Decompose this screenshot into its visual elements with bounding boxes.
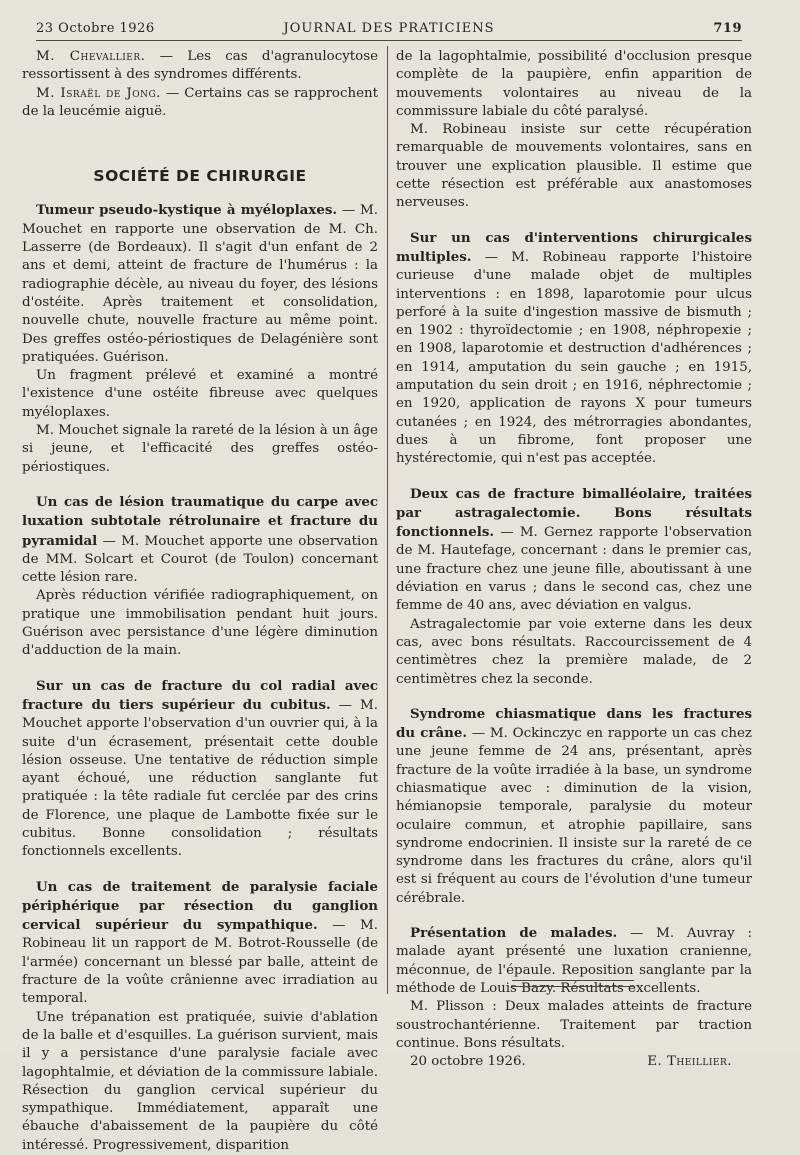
article-text: — M. Mouchet apporte une observation de MM. Solcart et Courot (de Toulon) concernant cette lésion rare. bbox=[22, 533, 378, 586]
article-heading: Présentation de malades. bbox=[410, 925, 618, 942]
article-paragraph: M. Mouchet signale la rareté de la lésion à un âge si jeune, et l'efficacité des greffes ostéo-périostiques. bbox=[22, 423, 378, 475]
header-page-number: 719 bbox=[713, 21, 742, 36]
article-multiples bbox=[396, 229, 752, 469]
article-carpe bbox=[22, 493, 378, 661]
header-journal-title: JOURNAL DES PRATICIENS bbox=[283, 21, 495, 36]
right-column bbox=[396, 48, 752, 1071]
article-text: — M. Mouchet apporte l'observation d'un ouvrier qui, à la suite d'un écrasement, présentait cette double lésion osseuse. Une tentative de réduction simple ayant échoué, une réduction sanglante fut pratiquée : la tête radiale fut cerclée par des crins de Florence, une plaque de Lambotte fixée sur le cubitus. Bonne consolidation ; résultats fonctionnels excellents. bbox=[22, 697, 378, 860]
article-heading: Syndrome chiasmatique dans les fractures du crâne. bbox=[396, 705, 752, 742]
intro-paragraph-1 bbox=[22, 48, 378, 85]
article-paragraph: Après réduction vérifiée radiographiquement, on pratique une immobilisation pendant huit jours. Guérison avec persistance d'une légère diminution d'adduction de la main. bbox=[22, 588, 378, 659]
intro-text: — Certains cas se rapprochent de la leucémie aiguë. bbox=[22, 85, 378, 119]
article-paragraph: M. Plisson : Deux malades atteints de fracture soustrochantérienne. Traitement par traction continue. Bons résultats. bbox=[396, 999, 752, 1051]
article-tumeur bbox=[22, 201, 378, 476]
continuation-paragraph: de la lagophtalmie, possibilité d'occlusion presque complète de la paupière, enfin apparition de mouvements volontaires au niveau de la commissure labiale du côté paralysé. bbox=[396, 49, 752, 119]
article-paragraph: Une trépanation est pratiquée, suivie d'ablation de la balle et d'esquilles. La guérison survient, mais il y a persistance d'une paralysie faciale avec lagophtalmie, et déviation de la commissure labiale. Résection du ganglion cervical supérieur du sympathique. Immédiatement, apparaît une ébauche d'abaissement de la paupière du côté intéressé. Progressivement, disparition bbox=[22, 1009, 378, 1153]
article-heading: Tumeur pseudo-kystique à myéloplaxes. bbox=[36, 202, 338, 219]
article-heading: Sur un cas de fracture du col radial avec fracture du tiers supérieur du cubitus. bbox=[22, 677, 378, 713]
header-date: 23 Octobre 1926 bbox=[36, 21, 155, 36]
signature-author: E. Theillier. bbox=[647, 1054, 732, 1070]
intro-text: — Les cas d'agranulocytose ressortissent à des syndromes différents. bbox=[22, 49, 378, 83]
article-heading: Un cas de lésion traumatique du carpe avec luxation subtotale rétrolunaire et fracture du pyramidal bbox=[22, 493, 378, 549]
intro-paragraph-2 bbox=[22, 85, 378, 122]
article-text: — M. Robineau rapporte l'histoire curieuse d'une malade objet de multiples interventions : en 1898, laparotomie pour ulcus perforé à la suite d'ingestion massive de bismuth ; en 1902 : thyroïdectomie ; en 1908, néphropexie ; en 1908, laparotomie et destruction d'adhérences ; en 1914, amputation du sein gauche ; en 1915, amputation du sein droit ; en 1916, néphrectomie ; en 1920, application de rayons X pour tumeurs cutanées ; en 1924, des métrorragies abondantes, dues à un fibrome, font proposer une hystérectomie, qui n'est pas acceptée. bbox=[396, 249, 752, 467]
article-text: — M. Robineau lit un rapport de M. Botrot-Rousselle (de l'armée) concernant un blessé par balle, atteint de fracture de la voûte crânienne avec irradiation au temporal. bbox=[22, 918, 378, 1007]
article-chiasmatique bbox=[396, 705, 752, 908]
section-title: SOCIÉTÉ DE CHIRURGIE bbox=[93, 167, 307, 186]
article-text: — M. Auvray : malade ayant présenté une luxation cranienne, méconnue, de l'épaule. Reposition sanglante par la méthode de Louis Bazy. Résultats excellents. bbox=[396, 926, 752, 996]
article-presentation bbox=[396, 924, 752, 1053]
article-heading: Un cas de traitement de paralysie faciale périphérique par résection du ganglion cervical supérieur du sympathique. bbox=[22, 878, 378, 934]
article-radial bbox=[22, 677, 378, 862]
article-bimalleolaire bbox=[396, 485, 752, 689]
article-text: — M. Ockinczyc en rapporte un cas chez une jeune femme de 24 ans, présentant, après fracture de la voûte irradiée à la base, un syndrome chiasmatique avec : diminution de la vision, hémianopsie temporale, paralysie du moteur oculaire commun, et atrophie papillaire, sans syndrome endocrinien. Il insiste sur la rareté de ce syndrome dans les fractures du crâne, alors qu'il est si fréquent au cours de l'évolution d'une tumeur cérébrale. bbox=[396, 726, 752, 906]
article-heading: Deux cas de fracture bimalléolaire, traitées par astragalectomie. Bons résultats fonctionnels. bbox=[396, 485, 752, 541]
signature-line bbox=[396, 1053, 752, 1071]
signature-date: 20 octobre 1926. bbox=[410, 1054, 526, 1070]
article-paragraph: Astragalectomie par voie externe dans les deux cas, avec bons résultats. Raccourcissement de 4 centimètres chez la première malade, de 2 centimètres chez la seconde. bbox=[396, 616, 752, 687]
speaker-name: M. Chevallier. bbox=[36, 49, 146, 64]
article-text: — M. Mouchet en rapporte une observation de M. Ch. Lasserre (de Bordeaux). Il s'agit d'un enfant de 2 ans et demi, atteint de fracture de l'humérus : la radiographie décèle, au niveau du foyer, des lésions d'ostéite. Après traitement et consolidation, nouvelle chute, nouvelle fracture au même point. Des greffes ostéo-périostiques de Delagénière sont pratiquées. Guérison. bbox=[22, 203, 378, 365]
end-rule bbox=[512, 980, 634, 987]
robineau-note: M. Robineau insiste sur cette récupération remarquable de mouvements volontaires, sans en trouver une explication plausible. Il estime que cette résection est préférable aux anastomoses nerveuses. bbox=[396, 122, 752, 211]
article-heading: Sur un cas d'interventions chirurgicales multiples. bbox=[396, 229, 752, 265]
left-column bbox=[22, 48, 378, 1155]
article-text: — M. Gernez rapporte l'observation de M. Hautefage, concernant : dans le premier cas, une fracture chez une jeune fille, aboutissant à une déviation en varus ; dans le second cas, chez une femme de 40 ans, avec déviation en valgus. bbox=[396, 525, 752, 614]
column-divider bbox=[387, 46, 388, 994]
article-paragraph: Un fragment prélevé et examiné a montré l'existence d'une ostéite fibreuse avec quelques myéloplaxes. bbox=[22, 368, 378, 420]
page-header bbox=[36, 18, 742, 41]
speaker-name: M. Israël de Jong. bbox=[36, 85, 161, 101]
article-paralysie bbox=[22, 878, 378, 1155]
